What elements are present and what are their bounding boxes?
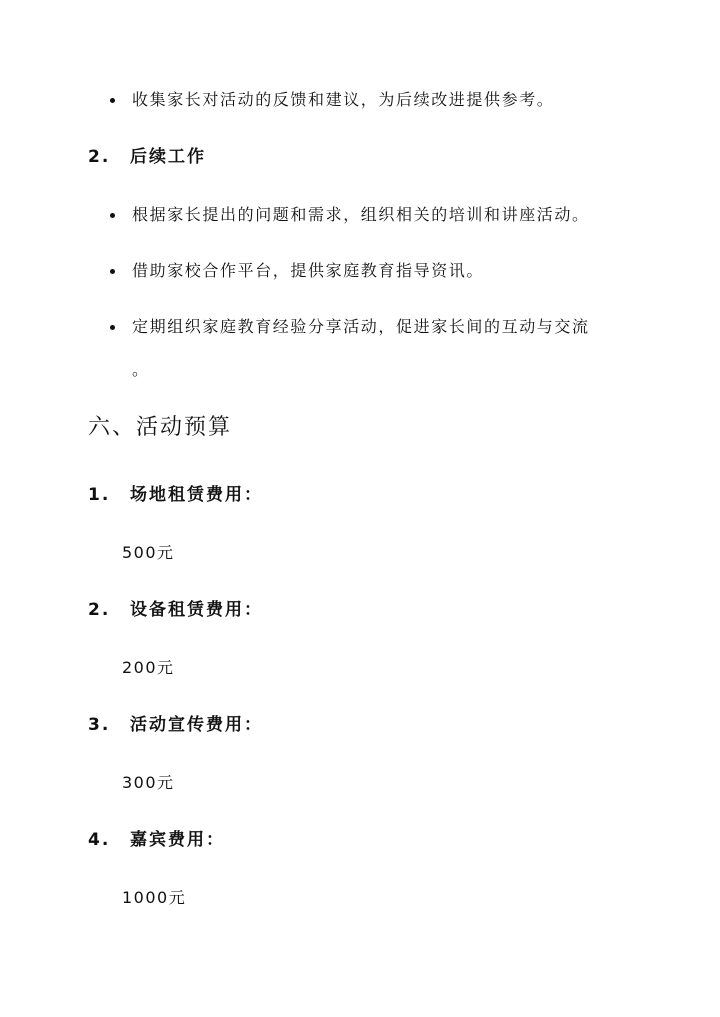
budget-item-heading [88, 484, 263, 506]
heading-number: 4. [88, 830, 111, 850]
section-title: 六、活动预算 [88, 415, 233, 440]
list-item-text: 定期组织家庭教育经验分享活动，促进家长间的互动与交流 [132, 317, 590, 336]
followup-heading [88, 146, 206, 168]
budget-amount: 300元 [122, 773, 175, 792]
budget-amount: 1000元 [122, 888, 187, 907]
heading-number: 2. [88, 147, 111, 167]
list-item-text: 借助家校合作平台，提供家庭教育指导资讯。 [132, 261, 485, 280]
budget-item-heading [88, 829, 225, 851]
list-item-continuation: 。 [132, 360, 149, 379]
heading-text: 嘉宾费用： [130, 830, 225, 850]
bullet-icon [110, 98, 115, 103]
list-item-text: 收集家长对活动的反馈和建议，为后续改进提供参考。 [132, 90, 555, 109]
budget-item-heading [88, 714, 263, 736]
heading-text: 场地租赁费用： [130, 485, 263, 505]
list-item-text: 根据家长提出的问题和需求，组织相关的培训和讲座活动。 [132, 205, 590, 224]
heading-text: 活动宣传费用： [130, 715, 263, 735]
heading-text: 后续工作 [130, 147, 206, 167]
budget-amount: 500元 [122, 543, 175, 562]
heading-number: 2. [88, 600, 111, 620]
heading-number: 1. [88, 485, 111, 505]
bullet-icon [110, 269, 115, 274]
budget-amount: 200元 [122, 658, 175, 677]
budget-item-heading [88, 599, 263, 621]
bullet-icon [110, 325, 115, 330]
heading-text: 设备租赁费用： [130, 600, 263, 620]
heading-number: 3. [88, 715, 111, 735]
bullet-icon [110, 213, 115, 218]
